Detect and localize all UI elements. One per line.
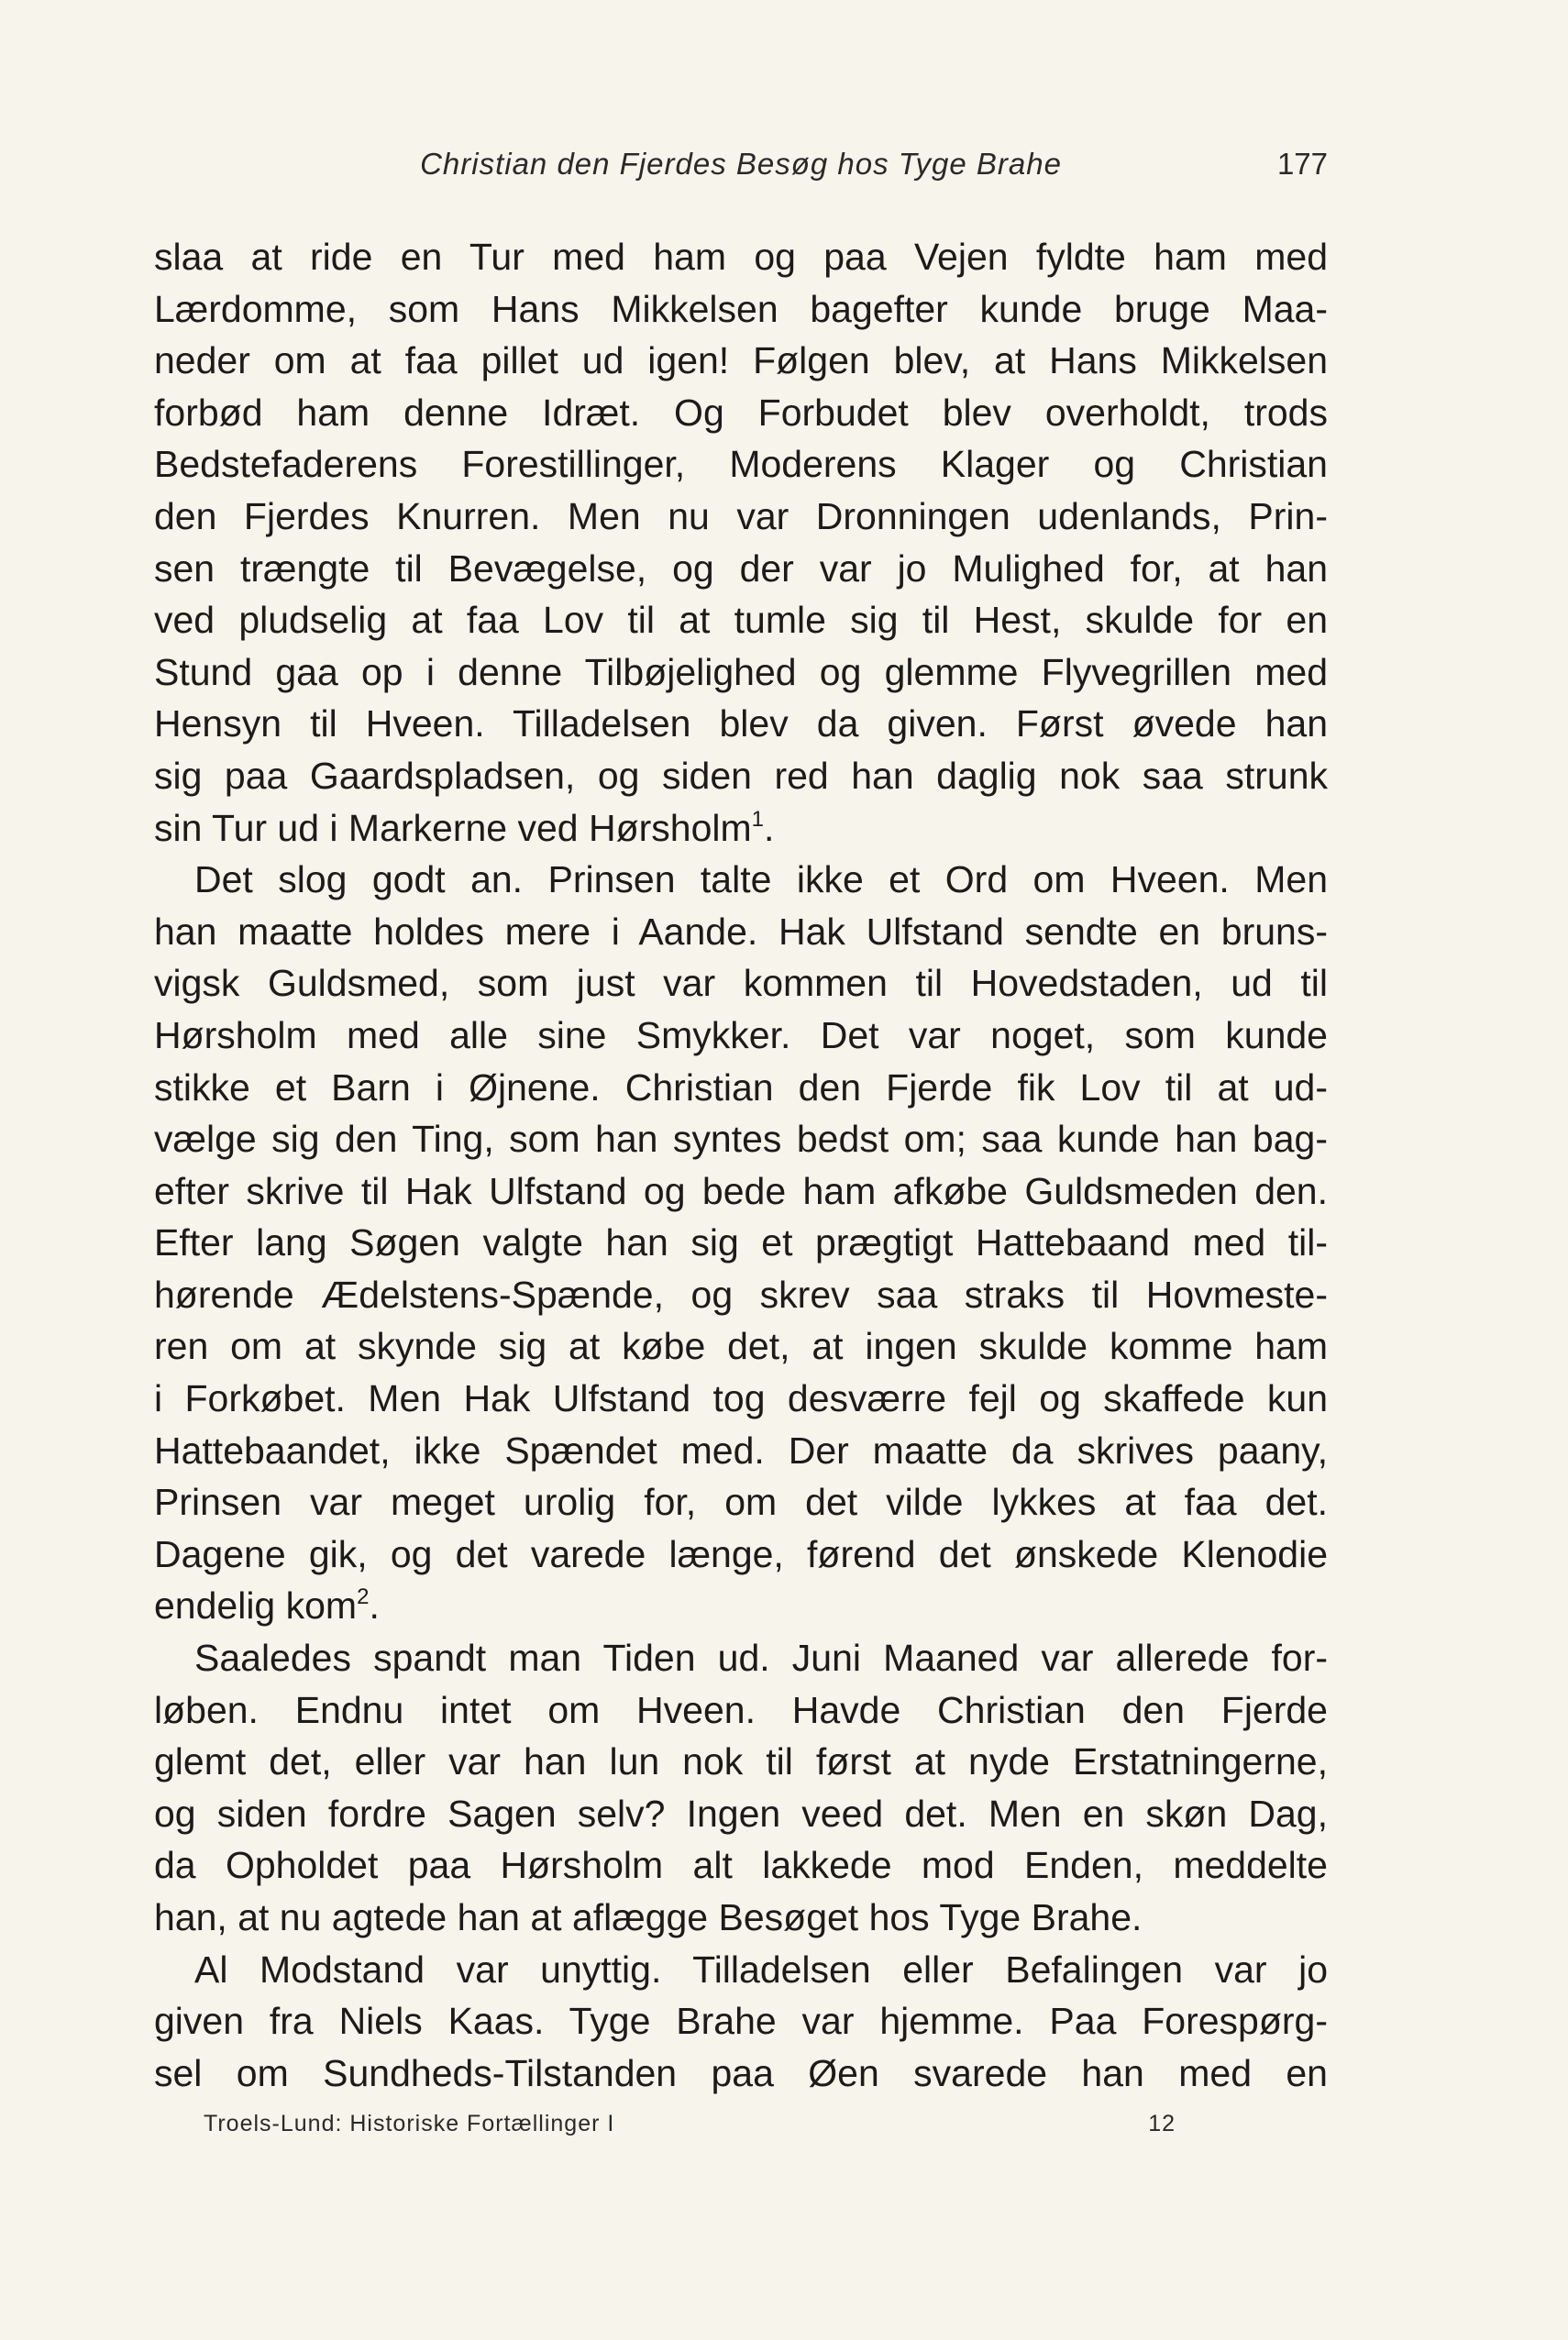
signature-text: Troels-Lund: Historiske Fortællinger I: [204, 2111, 615, 2136]
body-text: [154, 231, 1328, 2099]
paragraph: [154, 854, 1328, 1632]
text-line: endelig kom$^2$.: [154, 1584, 380, 1628]
running-title: Christian den Fjerdes Besøg hos Tyge Brahe: [420, 147, 1062, 181]
line-text: given fra Niels Kaas. Tyge Brahe var hjemme. Paa Forespørg-: [154, 2000, 1328, 2043]
line-text: endelig kom: [154, 1584, 358, 1628]
text-line: [154, 1062, 1328, 1114]
line-text: hørende Ædelstens-Spænde, og skrev saa straks til Hovmeste-: [154, 1273, 1328, 1316]
line-text: Det slog godt an. Prinsen talte ikke et Ord om Hveen. Men: [194, 858, 1328, 901]
line-text: ren om at skynde sig at købe det, at ingen skulde komme ham: [154, 1325, 1328, 1368]
line-text: efter skrive til Hak Ulfstand og bede ham afkøbe Guldsmeden den.: [154, 1169, 1328, 1212]
text-line: [154, 750, 1328, 802]
sheet-number: 12: [1148, 2111, 1176, 2136]
line-text: Saaledes spandt man Tiden ud. Juni Maaned var allerede for-: [194, 1637, 1328, 1680]
text-line: [154, 1269, 1328, 1321]
text-line: [154, 1788, 1328, 1840]
line-text: Bedstefaderens Forestillinger, Moderens Klager og Christian: [154, 443, 1328, 486]
line-text: slaa at ride en Tur med ham og paa Vejen fyldte ham med: [154, 236, 1328, 278]
line-text: sel om Sundheds-Tilstanden paa Øen svarede han med en: [154, 2051, 1328, 2094]
signature-line: [204, 2111, 1176, 2144]
line-text: vigsk Guldsmed, som just var kommen til Hovedstaden, ud til: [154, 962, 1328, 1005]
line-text: ved pludselig at faa Lov til at tumle sig til Hest, skulde for en: [154, 599, 1328, 642]
text-line: [154, 491, 1328, 543]
footnote-marker: 2: [357, 1584, 370, 1610]
text-line: [154, 698, 1328, 750]
line-text: i Forkøbet. Men Hak Ulfstand tog desværre fejl og skaffede kun: [154, 1377, 1328, 1420]
text-line: [154, 906, 1328, 958]
line-text: forbød ham denne Idræt. Og Forbudet blev overholdt, trods: [154, 391, 1328, 434]
line-text: Hørsholm med alle sine Smykker. Det var noget, som kunde: [154, 1013, 1328, 1056]
line-text: Hensyn til Hveen. Tilladelsen blev da given. Først øvede han: [154, 702, 1328, 745]
footnote-marker: 1: [751, 806, 765, 832]
text-line: [154, 543, 1328, 595]
text-line: [154, 1529, 1328, 1581]
line-text: stikke et Barn i Øjnene. Christian den Fjerde fik Lov til at ud-: [154, 1065, 1328, 1109]
line-text: han maatte holdes mere i Aande. Hak Ulfstand sendte en bruns-: [154, 910, 1328, 953]
text-line: [154, 1217, 1328, 1269]
line-text: glemt det, eller var han lun nok til først at nyde Erstatningerne,: [154, 1740, 1328, 1783]
text-line: [154, 1476, 1328, 1529]
text-line: [154, 387, 1328, 439]
line-text: Al Modstand var unyttig. Tilladelsen eller Befalingen var jo: [194, 1948, 1328, 1991]
text-line: [154, 1113, 1328, 1165]
text-line: [154, 854, 1328, 906]
text-line: [154, 1736, 1328, 1788]
line-text: sig paa Gaardspladsen, og siden red han daglig nok saa strunk: [154, 754, 1328, 797]
text-line: [154, 1944, 1328, 1996]
line-text: løben. Endnu intet om Hveen. Havde Christian den Fjerde: [154, 1688, 1328, 1731]
line-text: Hattebaandet, ikke Spændet med. Der maatte da skrives paany,: [154, 1429, 1328, 1472]
line-text: og siden fordre Sagen selv? Ingen veed det. Men en skøn Dag,: [154, 1792, 1328, 1835]
line-text: sen trængte til Bevægelse, og der var jo Mulighed for, at han: [154, 546, 1328, 590]
text-line: [154, 2048, 1328, 2100]
line-text: Dagene gik, og det varede længe, førend det ønskede Klenodie: [154, 1532, 1328, 1575]
line-text: Prinsen var meget urolig for, om det vilde lykkes at faa det.: [154, 1481, 1328, 1524]
text-line: [154, 335, 1328, 387]
text-line: [154, 1892, 1328, 1944]
text-line: [154, 438, 1328, 491]
text-line: [154, 1684, 1328, 1737]
text-line: [154, 1373, 1328, 1425]
line-text: Stund gaa op i denne Tilbøjelighed og glemme Flyvegrillen med: [154, 650, 1328, 693]
line-text: den Fjerdes Knurren. Men nu var Dronningen udenlands, Prin-: [154, 494, 1328, 537]
text-line: [154, 283, 1328, 336]
text-line: [154, 1839, 1328, 1892]
paragraph: [154, 231, 1328, 854]
text-line: [154, 957, 1328, 1010]
text-line: [154, 1010, 1328, 1062]
text-line: [154, 646, 1328, 699]
text-line: [154, 594, 1328, 646]
text-line: [154, 1632, 1328, 1684]
line-text: vælge sig den Ting, som han syntes bedst om; saa kunde han bag-: [154, 1118, 1328, 1161]
text-line: sin Tur ud i Markerne ved Hørsholm$^1$.: [154, 806, 775, 849]
paragraph: [154, 1632, 1328, 1944]
line-text: da Opholdet paa Hørsholm alt lakkede mod Enden, meddelte: [154, 1844, 1328, 1887]
line-text: Efter lang Søgen valgte han sig et prægtigt Hattebaand med til-: [154, 1221, 1328, 1264]
page-number: 177: [1276, 147, 1328, 181]
text-line: [154, 1165, 1328, 1218]
line-text: neder om at faa pillet ud igen! Følgen blev, at Hans Mikkelsen: [154, 339, 1328, 382]
running-head: [154, 147, 1328, 191]
text-line: [154, 1995, 1328, 2048]
text-line: [154, 231, 1328, 283]
paragraph: [154, 1944, 1328, 2100]
line-text: Lærdomme, som Hans Mikkelsen bagefter kunde bruge Maa-: [154, 287, 1328, 330]
text-line: [154, 1320, 1328, 1373]
text-line: [154, 1425, 1328, 1477]
line-text: han, at nu agtede han at aflægge Besøget hos Tyge Brahe.: [154, 1896, 1143, 1938]
line-text: sin Tur ud i Markerne ved Hørsholm: [154, 806, 752, 849]
